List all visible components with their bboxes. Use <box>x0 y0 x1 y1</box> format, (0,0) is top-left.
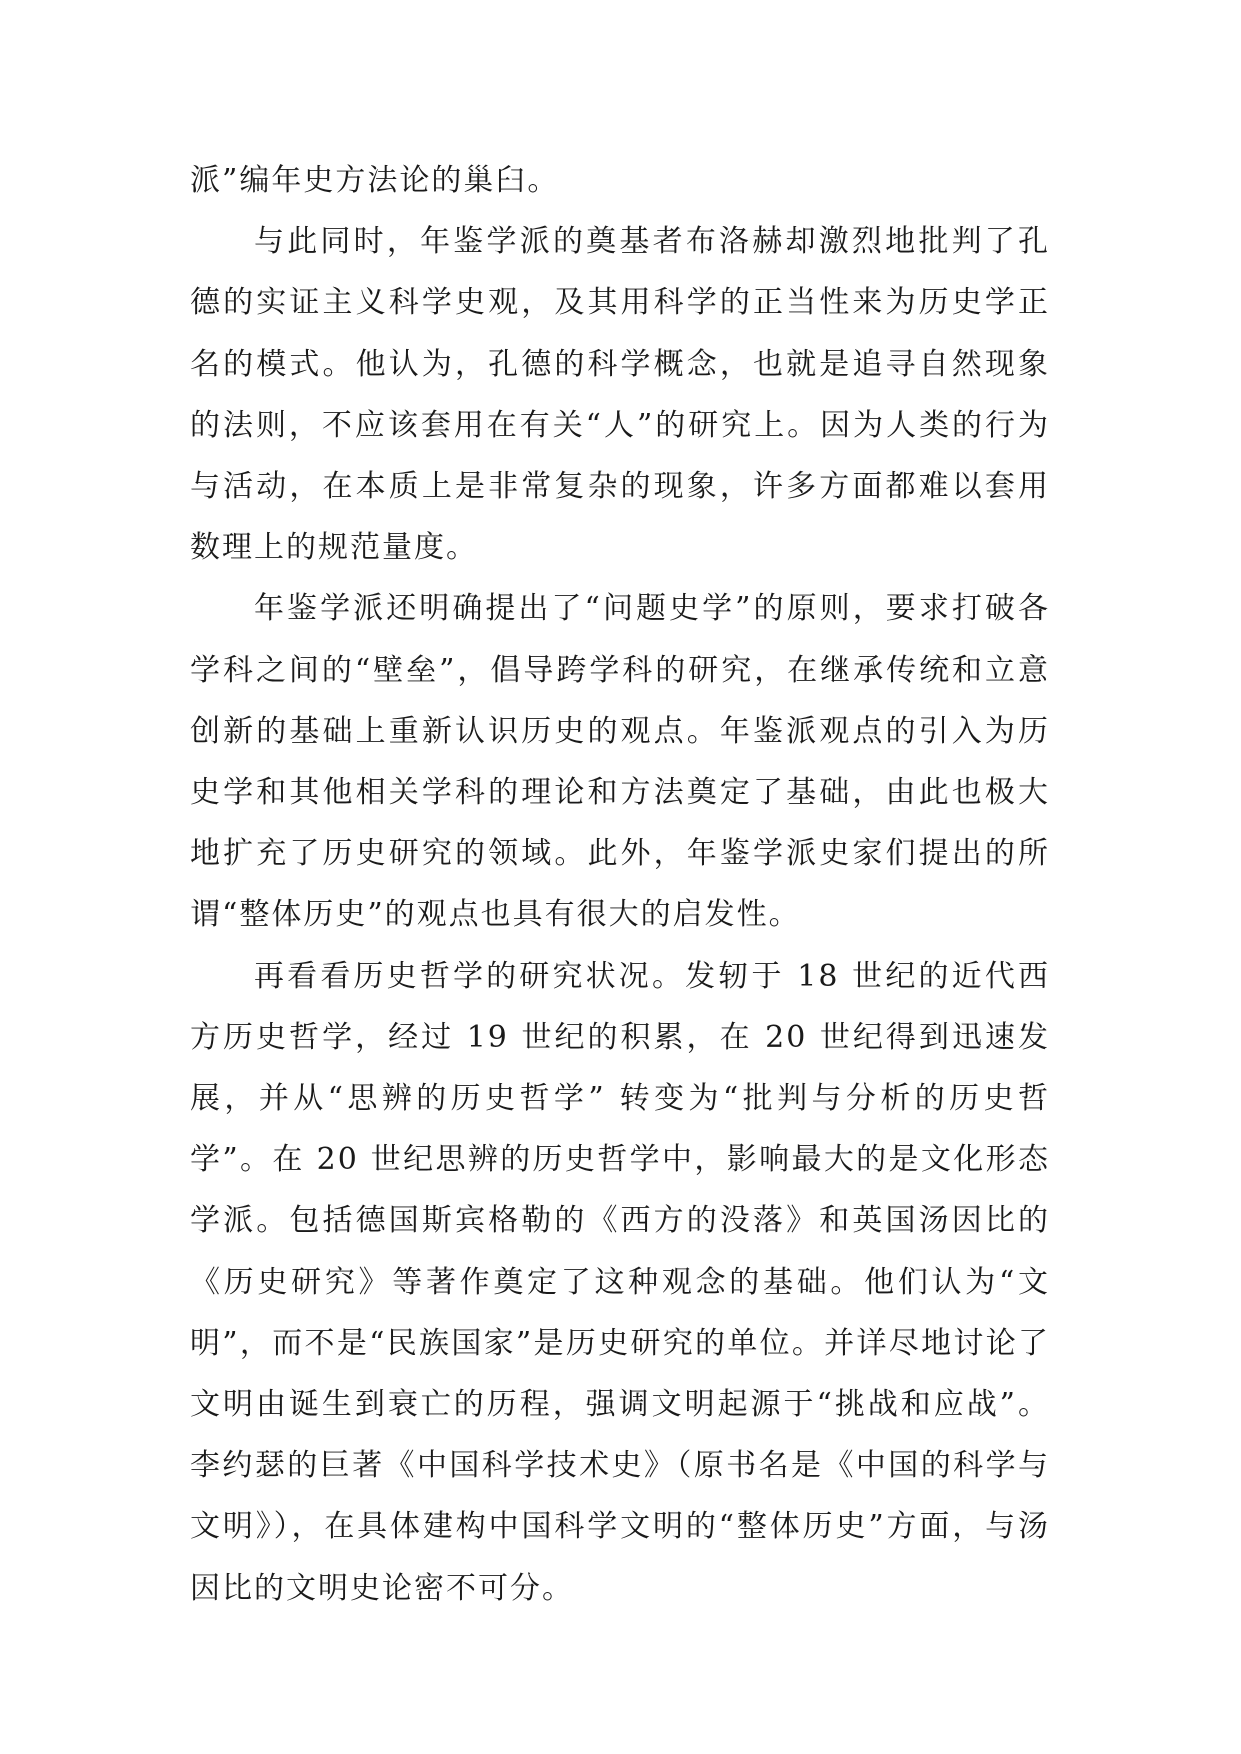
document-body <box>190 150 1050 1619</box>
paragraph-continuation: 派”编年史方法论的巢臼。 <box>190 163 560 198</box>
paragraph-bloch-critique: 与此同时，年鉴学派的奠基者布洛赫却激烈地批判了孔德的实证主义科学史观，及其用科学的正当性来为历史学正名的模式。他认为，孔德的科学概念，也就是追寻自然现象的法则，不应该套用在有关“人”的研究上。因为人类的行为与活动，在本质上是非常复杂的现象，许多方面都难以套用数理上的规范量度。 <box>190 224 1050 566</box>
paragraph-problem-history: 年鉴学派还明确提出了“问题史学”的原则，要求打破各学科之间的“壁垒”，倡导跨学科的研究，在继承传统和立意创新的基础上重新认识历史的观点。年鉴派观点的引入为历史学和其他相关学科的理论和方法奠定了基础，由此也极大地扩充了历史研究的领域。此外，年鉴学派史家们提出的所谓“整体历史”的观点也具有很大的启发性。 <box>190 591 1050 933</box>
paragraph-philosophy-of-history: 再看看历史哲学的研究状况。发轫于 18 世纪的近代西方历史哲学，经过 19 世纪的积累，在 20 世纪得到迅速发展，并从“思辨的历史哲学” 转变为“批判与分析的历史哲学”。在 20 世纪思辨的历史哲学中，影响最大的是文化形态学派。包括德国斯宾格勒的《西方的没落》和英国汤因比的《历史研究》等著作奠定了这种观念的基础。他们认为“文明”，而不是“民族国家”是历史研究的单位。并详尽地讨论了文明由诞生到衰亡的历程，强调文明起源于“挑战和应战”。李约瑟的巨著《中国科学技术史》（原书名是《中国的科学与文明》），在具体建构中国科学文明的“整体历史”方面，与汤因比的文明史论密不可分。 <box>190 958 1050 1606</box>
